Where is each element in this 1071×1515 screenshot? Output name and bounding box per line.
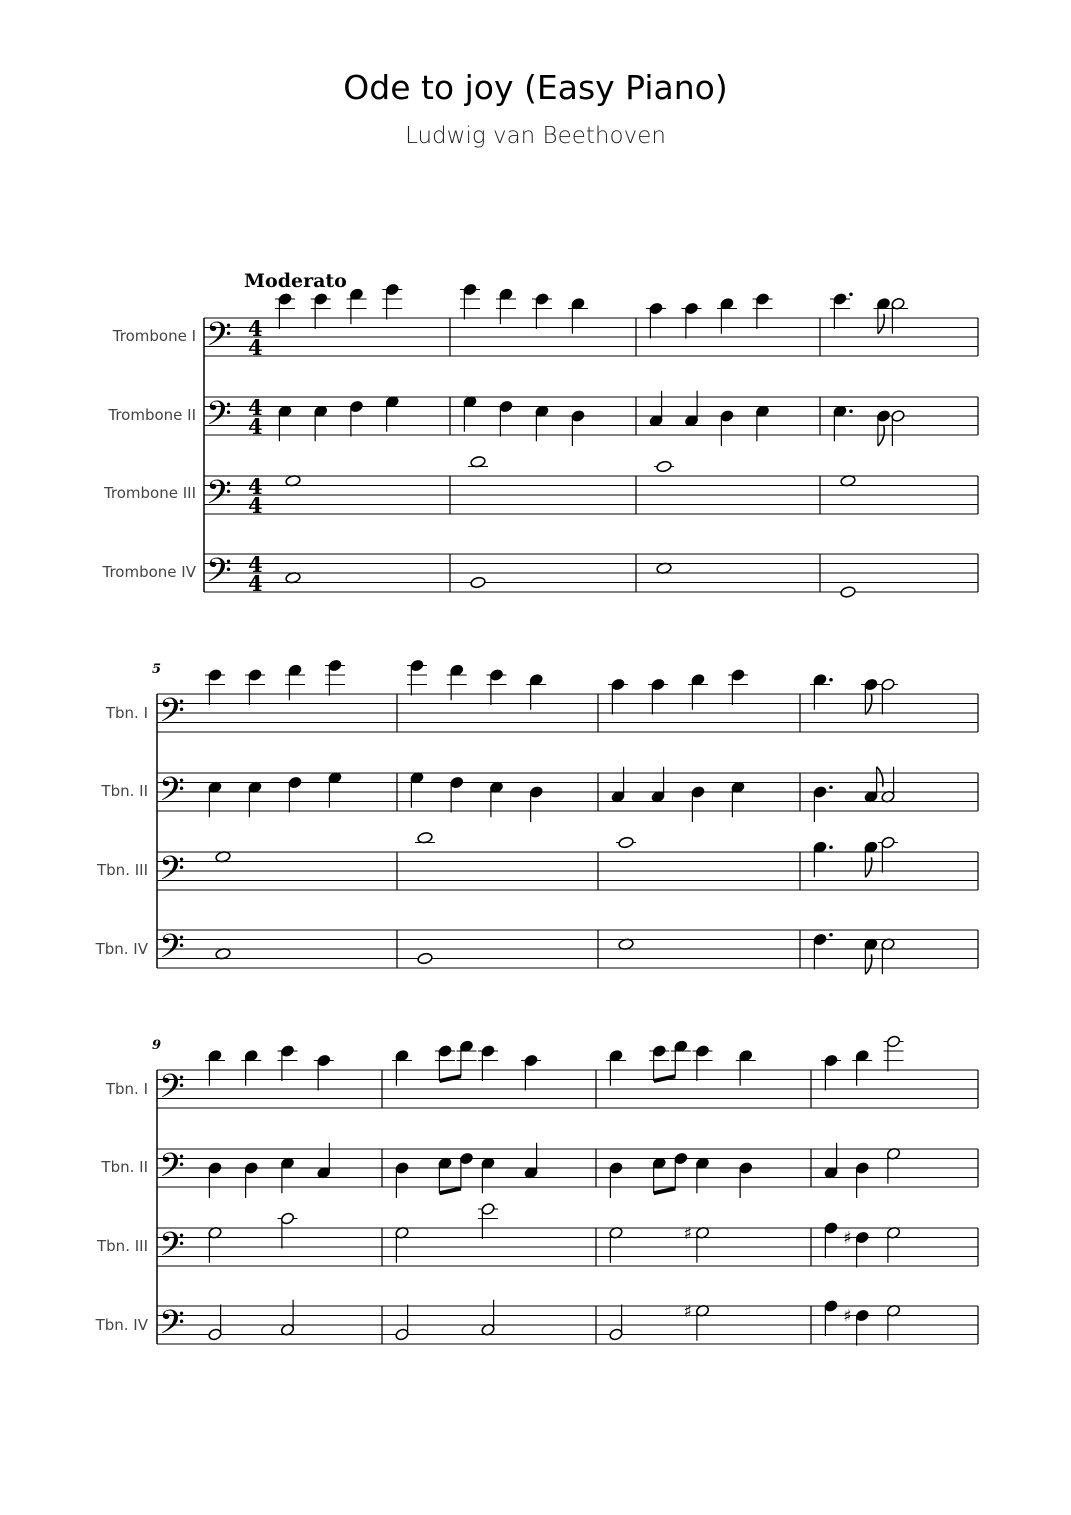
tempo-marking: Moderato bbox=[244, 270, 347, 292]
beam bbox=[439, 1076, 461, 1081]
augmentation-dot bbox=[829, 785, 833, 789]
bass-clef-icon: 𝄢 bbox=[206, 552, 232, 598]
bass-clef-icon: 𝄢 bbox=[159, 928, 185, 974]
bass-clef-icon: 𝄢 bbox=[159, 1226, 185, 1272]
time-signature-numerator: 4 bbox=[248, 395, 263, 420]
eighth-flag bbox=[877, 767, 883, 787]
instrument-label: Trombone III bbox=[103, 484, 196, 502]
instrument-label: Trombone II bbox=[108, 406, 196, 424]
time-signature-denominator: 4 bbox=[248, 335, 263, 360]
bass-clef-icon: 𝄢 bbox=[159, 850, 185, 896]
augmentation-dot bbox=[829, 933, 833, 937]
bass-clef-icon: 𝄢 bbox=[159, 1068, 185, 1114]
instrument-label: Trombone IV bbox=[102, 563, 196, 581]
time-signature-numerator: 4 bbox=[248, 316, 263, 341]
instrument-label: Trombone I bbox=[112, 327, 196, 345]
instrument-label: Tbn. I bbox=[105, 1080, 148, 1098]
augmentation-dot bbox=[829, 678, 833, 682]
eighth-flag bbox=[865, 954, 871, 974]
time-signature-denominator: 4 bbox=[248, 571, 263, 596]
bass-clef-icon: 𝄢 bbox=[206, 474, 232, 520]
instrument-label: Tbn. III bbox=[97, 861, 148, 879]
time-signature-denominator: 4 bbox=[248, 493, 263, 518]
sharp-accidental: ♯ bbox=[843, 1228, 852, 1249]
instrument-label: Tbn. II bbox=[101, 782, 148, 800]
augmentation-dot bbox=[849, 409, 853, 413]
measure-number: 9 bbox=[152, 1038, 162, 1053]
note-head bbox=[656, 460, 672, 473]
measure-number: 5 bbox=[152, 662, 162, 677]
sharp-accidental: ♯ bbox=[683, 1223, 692, 1244]
time-signature-denominator: 4 bbox=[248, 414, 263, 439]
eighth-flag bbox=[878, 314, 884, 334]
note-head bbox=[470, 576, 486, 589]
beam bbox=[439, 1189, 461, 1194]
eighth-flag bbox=[865, 695, 871, 715]
beam bbox=[654, 1076, 676, 1081]
bass-clef-icon: 𝄢 bbox=[159, 1147, 185, 1193]
time-signature-numerator: 4 bbox=[248, 474, 263, 499]
instrument-label: Tbn. I bbox=[105, 704, 148, 722]
eighth-flag bbox=[865, 857, 871, 877]
note-head bbox=[618, 836, 634, 849]
sharp-accidental: ♯ bbox=[683, 1301, 692, 1322]
bass-clef-icon: 𝄢 bbox=[206, 316, 232, 362]
beam bbox=[654, 1189, 676, 1194]
bass-clef-icon: 𝄢 bbox=[206, 395, 232, 441]
instrument-label: Tbn. II bbox=[101, 1158, 148, 1176]
bass-clef-icon: 𝄢 bbox=[159, 1304, 185, 1350]
composer-name: Ludwig van Beethoven bbox=[405, 123, 666, 149]
bass-clef-icon: 𝄢 bbox=[159, 692, 185, 738]
augmentation-dot bbox=[849, 292, 853, 296]
note-head bbox=[840, 586, 856, 599]
instrument-label: Tbn. III bbox=[97, 1237, 148, 1255]
instrument-label: Tbn. IV bbox=[95, 940, 148, 958]
bass-clef-icon: 𝄢 bbox=[159, 771, 185, 817]
time-signature-numerator: 4 bbox=[248, 552, 263, 577]
instrument-label: Tbn. IV bbox=[95, 1316, 148, 1334]
augmentation-dot bbox=[829, 845, 833, 849]
score-title: Ode to joy (Easy Piano) bbox=[343, 68, 728, 107]
eighth-flag bbox=[878, 426, 884, 446]
note-head bbox=[417, 952, 433, 965]
sharp-accidental: ♯ bbox=[843, 1306, 852, 1327]
